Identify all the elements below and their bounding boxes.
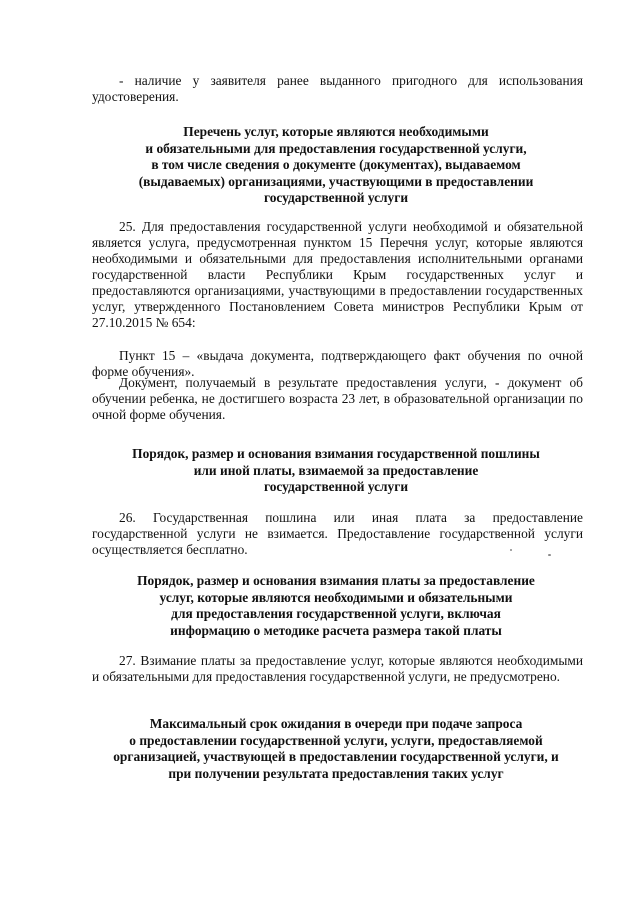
heading-line: услуг, которые являются необходимыми и обязательными [159,589,513,605]
heading-line: организацией, участвующей в предоставлении государственной услуги, и [113,749,559,765]
section-28-heading [80,716,592,782]
section-25-paragraph-3: Документ, получаемый в результате предоставления услуги, - документ об обучении ребенка, не достигшего возраста 23 лет, в образовательной организации по очной форме обучения. [92,375,583,422]
heading-line: Порядок, размер и основания взимания платы за предоставление [137,573,535,588]
intro-paragraph: - наличие у заявителя ранее выданного пригодного для использования удостоверения. [92,73,583,104]
scan-speck [548,554,551,556]
heading-line: при получении результата предоставления таких услуг [168,765,504,781]
heading-line: информацию о методике расчета размера такой платы [170,622,502,638]
heading-line: и обязательными для предоставления государственной услуги, [145,140,527,156]
scan-speck [510,549,512,551]
heading-line: Порядок, размер и основания взимания государственной пошлины [132,446,540,461]
heading-line: Максимальный срок ожидания в очереди при подаче запроса [149,716,523,731]
heading-line: или иной платы, взимаемой за предоставление [193,462,479,478]
section-25-paragraph-1: 25. Для предоставления государственной услуги необходимой и обязательной является услуга, предусмотренная пунктом 15 Перечня услуг, которые являются необходимыми и обязательными для предоставления исполнительными органами государственной власти Республики Крым государственных услуг и предоставляются организациями, участвующими в предоставлении государственных услуг, утвержденного Постановлением Совета министров Республики Крым от 27.10.2015 № 654: [92,219,583,330]
section-24-heading [80,124,592,207]
heading-line: для предоставления государственной услуги, включая [171,606,501,622]
section-26-paragraph: 26. Государственная пошлина или иная плата за предоставление государственной услуги не взимается. Предоставление государственной услуги осуществляется бесплатно. [92,510,583,557]
section-25-paragraph-2: Пункт 15 – «выдача документа, подтверждающего факт обучения по очной форме обучения». [92,348,583,379]
heading-line: государственной услуги [263,479,409,495]
heading-line: о предоставлении государственной услуги, услуги, предоставляемой [129,732,543,748]
heading-line: Перечень услуг, которые являются необходимыми [183,124,489,139]
section-27-heading [80,573,592,639]
heading-line: государственной услуги [263,190,409,206]
section-26-heading [80,446,592,496]
heading-line: в том числе сведения о документе (документах), выдаваемом [151,157,521,173]
heading-line: (выдаваемых) организациями, участвующими в предоставлении [138,173,534,189]
section-27-paragraph: 27. Взимание платы за предоставление услуг, которые являются необходимыми и обязательными для предоставления государственной услуги, не предусмотрено. [92,653,583,684]
